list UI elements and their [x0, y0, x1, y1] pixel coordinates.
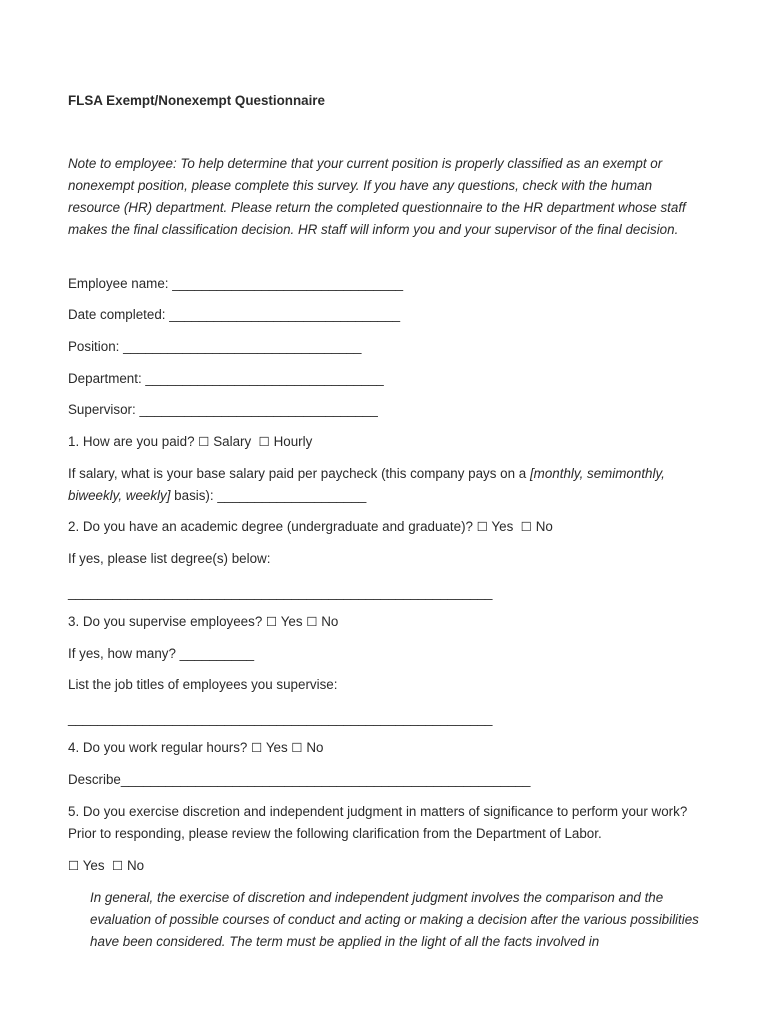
supervisor-blank[interactable]: ________________________________ — [139, 402, 378, 417]
regular-hours-no-checkbox[interactable]: ☐ — [291, 740, 303, 755]
supervise-titles-prompt: List the job titles of employees you supervise: — [68, 677, 338, 692]
degree-followup: If yes, please list degree(s) below: — [68, 551, 271, 566]
question-5-text: 5. Do you exercise discretion and independent judgment in matters of significance to perform your work? Prior to responding, please review the following clarification from the Department of Labor. — [68, 804, 688, 841]
salary-followup-blank[interactable]: basis): ____________________ — [170, 488, 367, 503]
supervise-no-checkbox[interactable]: ☐ — [306, 614, 318, 629]
question-2-text: 2. Do you have an academic degree (undergraduate and graduate)? — [68, 519, 473, 534]
supervise-count-field[interactable]: If yes, how many? __________ — [68, 646, 255, 661]
question-5-options — [68, 855, 144, 877]
date-completed-field — [68, 304, 400, 326]
degree-yes-label: Yes — [491, 519, 514, 534]
supervise-no-label: No — [321, 614, 339, 629]
department-blank[interactable]: ________________________________ — [145, 371, 384, 386]
discretion-no-checkbox[interactable]: ☐ — [112, 858, 124, 873]
salary-option-label: Salary — [213, 434, 252, 449]
discretion-yes-checkbox[interactable]: ☐ — [68, 858, 80, 873]
regular-hours-yes-checkbox[interactable]: ☐ — [251, 740, 263, 755]
question-1-followup — [68, 463, 698, 507]
date-completed-label: Date completed: — [68, 307, 166, 322]
document-title: FLSA Exempt/Nonexempt Questionnaire — [68, 93, 325, 108]
position-label: Position: — [68, 339, 120, 354]
degree-no-checkbox[interactable]: ☐ — [520, 519, 532, 534]
supervise-yes-label: Yes — [280, 614, 303, 629]
question-4 — [68, 737, 323, 759]
degree-list-blank[interactable]: _________________________________________________________ — [68, 585, 493, 600]
department-label: Department: — [68, 371, 142, 386]
question-1-text: 1. How are you paid? — [68, 434, 195, 449]
hourly-checkbox[interactable]: ☐ — [258, 434, 270, 449]
hourly-option-label: Hourly — [273, 434, 313, 449]
note-to-employee: Note to employee: To help determine that your current position is properly classified as an exempt or nonexempt position, please complete this survey. If you have any questions, check with the human resource (HR) department. Please return the completed questionnaire to the HR department whose staff makes the final classification decision. HR staff will inform you and your supervisor of the final decision. — [68, 156, 686, 237]
supervise-yes-checkbox[interactable]: ☐ — [266, 614, 278, 629]
dol-clarification-quote: In general, the exercise of discretion and independent judgment involves the comparison and the evaluation of possible courses of conduct and acting or making a decision after the various possibilities have been considered. The term must be applied in the light of all the facts involved in — [90, 890, 699, 949]
discretion-yes-label: Yes — [82, 858, 105, 873]
regular-hours-yes-label: Yes — [265, 740, 288, 755]
employee-name-field — [68, 273, 403, 295]
supervise-titles-blank[interactable]: _________________________________________________________ — [68, 711, 493, 726]
discretion-no-label: No — [126, 858, 145, 873]
question-3 — [68, 611, 338, 633]
salary-checkbox[interactable]: ☐ — [198, 434, 210, 449]
question-2 — [68, 516, 553, 538]
date-completed-blank[interactable]: _______________________________ — [169, 307, 401, 322]
employee-name-blank[interactable]: _______________________________ — [172, 276, 404, 291]
degree-yes-checkbox[interactable]: ☐ — [476, 519, 488, 534]
supervisor-label: Supervisor: — [68, 402, 136, 417]
describe-hours-field[interactable]: Describe_______________________________________________________ — [68, 772, 531, 787]
question-4-text: 4. Do you work regular hours? — [68, 740, 248, 755]
salary-followup-text: If salary, what is your base salary paid per paycheck (this company pays on a — [68, 466, 530, 481]
question-3-text: 3. Do you supervise employees? — [68, 614, 263, 629]
regular-hours-no-label: No — [306, 740, 324, 755]
employee-name-label: Employee name: — [68, 276, 169, 291]
question-1 — [68, 431, 312, 453]
degree-no-label: No — [535, 519, 553, 534]
position-field — [68, 336, 361, 358]
supervisor-field — [68, 399, 378, 421]
department-field — [68, 368, 384, 390]
pay-frequency-options: [monthly, semimonthly, biweekly, weekly] — [68, 466, 665, 503]
position-blank[interactable]: ________________________________ — [123, 339, 362, 354]
